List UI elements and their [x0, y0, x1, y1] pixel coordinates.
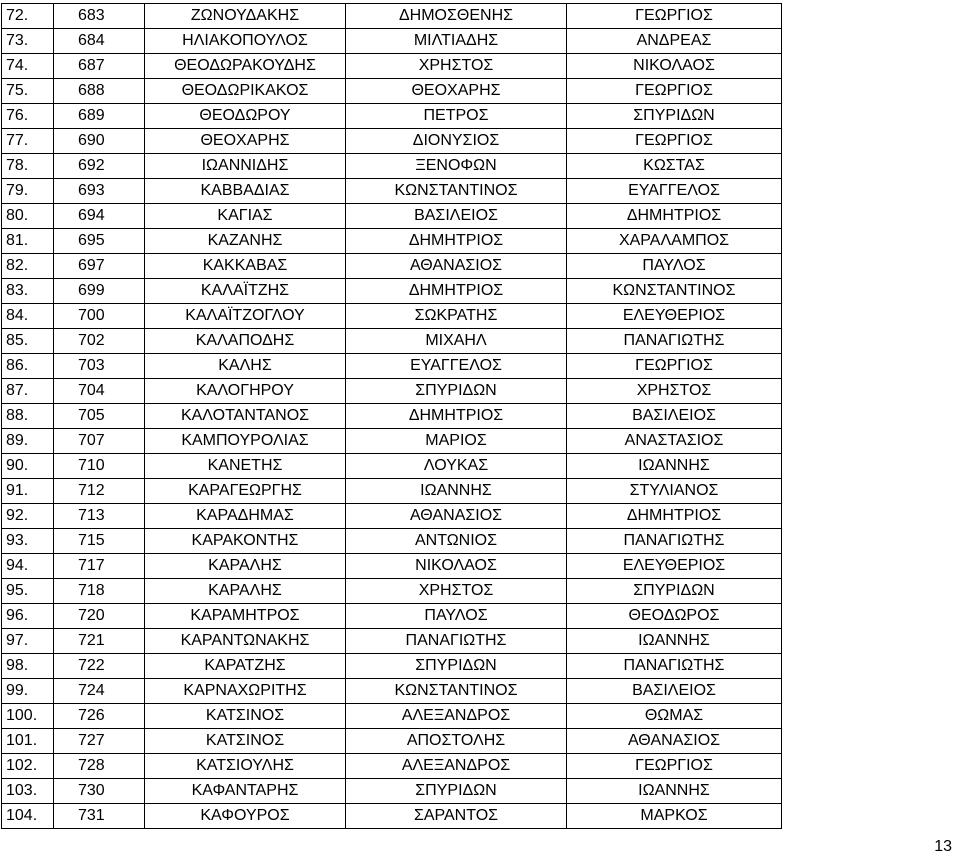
father-name-cell: ΒΑΣΙΛΕΙΟΣ: [567, 679, 782, 704]
row-index: 103.: [2, 779, 54, 804]
surname-cell: ΚΑΚΚΑΒΑΣ: [145, 254, 346, 279]
page-number: 13: [934, 838, 952, 855]
father-name-cell: ΓΕΩΡΓΙΟΣ: [567, 129, 782, 154]
table-row: [2, 129, 782, 154]
father-name-cell: ΠΑΝΑΓΙΩΤΗΣ: [567, 529, 782, 554]
registry-number: 699: [54, 279, 145, 304]
surname-cell: ΘΕΟΔΩΡΙΚΑΚΟΣ: [145, 79, 346, 104]
first-name-cell: ΔΙΟΝΥΣΙΟΣ: [346, 129, 567, 154]
table-row: [2, 579, 782, 604]
surname-cell: ΚΑΡΑΛΗΣ: [145, 554, 346, 579]
surname-cell: ΘΕΟΔΩΡΑΚΟΥΔΗΣ: [145, 54, 346, 79]
surname-cell: ΚΑΖΑΝΗΣ: [145, 229, 346, 254]
surname-cell: ΚΑΡΑΤΖΗΣ: [145, 654, 346, 679]
first-name-cell: ΑΘΑΝΑΣΙΟΣ: [346, 504, 567, 529]
surname-cell: ΚΑΛΟΓΗΡΟΥ: [145, 379, 346, 404]
surname-cell: ΚΑΤΣΙΟΥΛΗΣ: [145, 754, 346, 779]
surname-cell: ΚΑΦΟΥΡΟΣ: [145, 804, 346, 829]
father-name-cell: ΜΑΡΚΟΣ: [567, 804, 782, 829]
first-name-cell: ΔΗΜΗΤΡΙΟΣ: [346, 404, 567, 429]
first-name-cell: ΚΩΝΣΤΑΝΤΙΝΟΣ: [346, 179, 567, 204]
surname-cell: ΖΩΝΟΥΔΑΚΗΣ: [145, 4, 346, 29]
table-row: [2, 379, 782, 404]
row-index: 99.: [2, 679, 54, 704]
first-name-cell: ΛΟΥΚΑΣ: [346, 454, 567, 479]
surname-cell: ΘΕΟΔΩΡΟΥ: [145, 104, 346, 129]
table-row: [2, 779, 782, 804]
registry-number: 728: [54, 754, 145, 779]
table-row: [2, 479, 782, 504]
father-name-cell: ΝΙΚΟΛΑΟΣ: [567, 54, 782, 79]
row-index: 98.: [2, 654, 54, 679]
first-name-cell: ΑΛΕΞΑΝΔΡΟΣ: [346, 704, 567, 729]
registry-number: 702: [54, 329, 145, 354]
surname-cell: ΚΑΤΣΙΝΟΣ: [145, 729, 346, 754]
row-index: 101.: [2, 729, 54, 754]
first-name-cell: ΜΙΛΤΙΑΔΗΣ: [346, 29, 567, 54]
row-index: 94.: [2, 554, 54, 579]
first-name-cell: ΠΑΥΛΟΣ: [346, 604, 567, 629]
table-row: [2, 604, 782, 629]
table-row: [2, 279, 782, 304]
father-name-cell: ΠΑΥΛΟΣ: [567, 254, 782, 279]
registry-number: 731: [54, 804, 145, 829]
table-row: [2, 804, 782, 829]
father-name-cell: ΓΕΩΡΓΙΟΣ: [567, 754, 782, 779]
surname-cell: ΚΑΤΣΙΝΟΣ: [145, 704, 346, 729]
father-name-cell: ΣΠΥΡΙΔΩΝ: [567, 579, 782, 604]
table-row: [2, 329, 782, 354]
registry-number: 722: [54, 654, 145, 679]
registry-number: 703: [54, 354, 145, 379]
registry-number: 726: [54, 704, 145, 729]
row-index: 86.: [2, 354, 54, 379]
surname-cell: ΚΑΛΟΤΑΝΤΑΝΟΣ: [145, 404, 346, 429]
row-index: 79.: [2, 179, 54, 204]
table-row: [2, 304, 782, 329]
registry-number: 689: [54, 104, 145, 129]
father-name-cell: ΑΘΑΝΑΣΙΟΣ: [567, 729, 782, 754]
first-name-cell: ΝΙΚΟΛΑΟΣ: [346, 554, 567, 579]
first-name-cell: ΑΛΕΞΑΝΔΡΟΣ: [346, 754, 567, 779]
table-row: [2, 429, 782, 454]
father-name-cell: ΑΝΑΣΤΑΣΙΟΣ: [567, 429, 782, 454]
registry-number: 684: [54, 29, 145, 54]
row-index: 100.: [2, 704, 54, 729]
first-name-cell: ΣΩΚΡΑΤΗΣ: [346, 304, 567, 329]
registry-number: 688: [54, 79, 145, 104]
surname-cell: ΚΑΡΑΛΗΣ: [145, 579, 346, 604]
father-name-cell: ΔΗΜΗΤΡΙΟΣ: [567, 504, 782, 529]
registry-number: 710: [54, 454, 145, 479]
row-index: 89.: [2, 429, 54, 454]
table-row: [2, 504, 782, 529]
registry-number: 692: [54, 154, 145, 179]
registry-number: 705: [54, 404, 145, 429]
registry-number: 697: [54, 254, 145, 279]
table-row: [2, 4, 782, 29]
first-name-cell: ΙΩΑΝΝΗΣ: [346, 479, 567, 504]
table-row: [2, 204, 782, 229]
first-name-cell: ΜΙΧΑΗΛ: [346, 329, 567, 354]
father-name-cell: ΘΕΟΔΩΡΟΣ: [567, 604, 782, 629]
father-name-cell: ΚΩΣΤΑΣ: [567, 154, 782, 179]
table-row: [2, 104, 782, 129]
surname-cell: ΚΑΛΑΪΤΖΟΓΛΟΥ: [145, 304, 346, 329]
first-name-cell: ΔΗΜΗΤΡΙΟΣ: [346, 229, 567, 254]
row-index: 85.: [2, 329, 54, 354]
row-index: 104.: [2, 804, 54, 829]
father-name-cell: ΓΕΩΡΓΙΟΣ: [567, 4, 782, 29]
row-index: 88.: [2, 404, 54, 429]
registry-number: 707: [54, 429, 145, 454]
first-name-cell: ΣΑΡΑΝΤΟΣ: [346, 804, 567, 829]
first-name-cell: ΣΠΥΡΙΔΩΝ: [346, 779, 567, 804]
table-row: [2, 454, 782, 479]
roster-table: [1, 3, 782, 829]
registry-number: 700: [54, 304, 145, 329]
surname-cell: ΚΑΡΑΚΟΝΤΗΣ: [145, 529, 346, 554]
table-row: [2, 629, 782, 654]
surname-cell: ΚΑΡΝΑΧΩΡΙΤΗΣ: [145, 679, 346, 704]
first-name-cell: ΞΕΝΟΦΩΝ: [346, 154, 567, 179]
table-row: [2, 679, 782, 704]
surname-cell: ΚΑΦΑΝΤΑΡΗΣ: [145, 779, 346, 804]
father-name-cell: ΙΩΑΝΝΗΣ: [567, 629, 782, 654]
row-index: 87.: [2, 379, 54, 404]
first-name-cell: ΜΑΡΙΟΣ: [346, 429, 567, 454]
father-name-cell: ΠΑΝΑΓΙΩΤΗΣ: [567, 329, 782, 354]
father-name-cell: ΙΩΑΝΝΗΣ: [567, 779, 782, 804]
registry-number: 721: [54, 629, 145, 654]
father-name-cell: ΕΛΕΥΘΕΡΙΟΣ: [567, 554, 782, 579]
surname-cell: ΚΑΝΕΤΗΣ: [145, 454, 346, 479]
registry-number: 687: [54, 54, 145, 79]
registry-number: 693: [54, 179, 145, 204]
first-name-cell: ΠΑΝΑΓΙΩΤΗΣ: [346, 629, 567, 654]
row-index: 77.: [2, 129, 54, 154]
father-name-cell: ΧΑΡΑΛΑΜΠΟΣ: [567, 229, 782, 254]
registry-number: 713: [54, 504, 145, 529]
first-name-cell: ΧΡΗΣΤΟΣ: [346, 579, 567, 604]
table-row: [2, 754, 782, 779]
registry-number: 720: [54, 604, 145, 629]
surname-cell: ΚΑΓΙΑΣ: [145, 204, 346, 229]
row-index: 74.: [2, 54, 54, 79]
registry-number: 695: [54, 229, 145, 254]
registry-number: 694: [54, 204, 145, 229]
father-name-cell: ΒΑΣΙΛΕΙΟΣ: [567, 404, 782, 429]
registry-number: 730: [54, 779, 145, 804]
row-index: 102.: [2, 754, 54, 779]
first-name-cell: ΧΡΗΣΤΟΣ: [346, 54, 567, 79]
father-name-cell: ΚΩΝΣΤΑΝΤΙΝΟΣ: [567, 279, 782, 304]
surname-cell: ΚΑΛΑΠΟΔΗΣ: [145, 329, 346, 354]
table-row: [2, 654, 782, 679]
row-index: 92.: [2, 504, 54, 529]
table-row: [2, 404, 782, 429]
father-name-cell: ΕΥΑΓΓΕΛΟΣ: [567, 179, 782, 204]
table-row: [2, 529, 782, 554]
surname-cell: ΚΑΡΑΜΗΤΡΟΣ: [145, 604, 346, 629]
first-name-cell: ΚΩΝΣΤΑΝΤΙΝΟΣ: [346, 679, 567, 704]
row-index: 78.: [2, 154, 54, 179]
table-row: [2, 729, 782, 754]
table-row: [2, 29, 782, 54]
row-index: 82.: [2, 254, 54, 279]
surname-cell: ΚΑΡΑΔΗΜΑΣ: [145, 504, 346, 529]
row-index: 75.: [2, 79, 54, 104]
first-name-cell: ΒΑΣΙΛΕΙΟΣ: [346, 204, 567, 229]
row-index: 81.: [2, 229, 54, 254]
surname-cell: ΚΑΜΠΟΥΡΟΛΙΑΣ: [145, 429, 346, 454]
father-name-cell: ΓΕΩΡΓΙΟΣ: [567, 354, 782, 379]
father-name-cell: ΠΑΝΑΓΙΩΤΗΣ: [567, 654, 782, 679]
father-name-cell: ΑΝΔΡΕΑΣ: [567, 29, 782, 54]
surname-cell: ΚΑΡΑΝΤΩΝΑΚΗΣ: [145, 629, 346, 654]
table-row: [2, 554, 782, 579]
first-name-cell: ΔΗΜΟΣΘΕΝΗΣ: [346, 4, 567, 29]
roster-body: [2, 4, 782, 829]
first-name-cell: ΠΕΤΡΟΣ: [346, 104, 567, 129]
table-row: [2, 354, 782, 379]
father-name-cell: ΘΩΜΑΣ: [567, 704, 782, 729]
registry-number: 712: [54, 479, 145, 504]
father-name-cell: ΧΡΗΣΤΟΣ: [567, 379, 782, 404]
row-index: 73.: [2, 29, 54, 54]
row-index: 97.: [2, 629, 54, 654]
table-row: [2, 79, 782, 104]
table-row: [2, 154, 782, 179]
registry-number: 727: [54, 729, 145, 754]
table-row: [2, 54, 782, 79]
row-index: 83.: [2, 279, 54, 304]
row-index: 93.: [2, 529, 54, 554]
table-row: [2, 704, 782, 729]
row-index: 90.: [2, 454, 54, 479]
father-name-cell: ΙΩΑΝΝΗΣ: [567, 454, 782, 479]
surname-cell: ΘΕΟΧΑΡΗΣ: [145, 129, 346, 154]
first-name-cell: ΘΕΟΧΑΡΗΣ: [346, 79, 567, 104]
row-index: 84.: [2, 304, 54, 329]
registry-number: 718: [54, 579, 145, 604]
father-name-cell: ΓΕΩΡΓΙΟΣ: [567, 79, 782, 104]
father-name-cell: ΔΗΜΗΤΡΙΟΣ: [567, 204, 782, 229]
registry-number: 724: [54, 679, 145, 704]
father-name-cell: ΣΠΥΡΙΔΩΝ: [567, 104, 782, 129]
table-row: [2, 179, 782, 204]
first-name-cell: ΑΠΟΣΤΟΛΗΣ: [346, 729, 567, 754]
registry-number: 717: [54, 554, 145, 579]
surname-cell: ΗΛΙΑΚΟΠΟΥΛΟΣ: [145, 29, 346, 54]
table-row: [2, 229, 782, 254]
row-index: 76.: [2, 104, 54, 129]
row-index: 72.: [2, 4, 54, 29]
first-name-cell: ΣΠΥΡΙΔΩΝ: [346, 654, 567, 679]
surname-cell: ΚΑΒΒΑΔΙΑΣ: [145, 179, 346, 204]
table-row: [2, 254, 782, 279]
first-name-cell: ΔΗΜΗΤΡΙΟΣ: [346, 279, 567, 304]
first-name-cell: ΣΠΥΡΙΔΩΝ: [346, 379, 567, 404]
row-index: 95.: [2, 579, 54, 604]
first-name-cell: ΑΝΤΩΝΙΟΣ: [346, 529, 567, 554]
registry-number: 715: [54, 529, 145, 554]
registry-number: 704: [54, 379, 145, 404]
father-name-cell: ΣΤΥΛΙΑΝΟΣ: [567, 479, 782, 504]
surname-cell: ΚΑΛΑΪΤΖΗΣ: [145, 279, 346, 304]
surname-cell: ΚΑΡΑΓΕΩΡΓΗΣ: [145, 479, 346, 504]
first-name-cell: ΕΥΑΓΓΕΛΟΣ: [346, 354, 567, 379]
row-index: 91.: [2, 479, 54, 504]
row-index: 96.: [2, 604, 54, 629]
registry-number: 690: [54, 129, 145, 154]
registry-number: 683: [54, 4, 145, 29]
first-name-cell: ΑΘΑΝΑΣΙΟΣ: [346, 254, 567, 279]
surname-cell: ΙΩΑΝΝΙΔΗΣ: [145, 154, 346, 179]
row-index: 80.: [2, 204, 54, 229]
father-name-cell: ΕΛΕΥΘΕΡΙΟΣ: [567, 304, 782, 329]
surname-cell: ΚΑΛΗΣ: [145, 354, 346, 379]
